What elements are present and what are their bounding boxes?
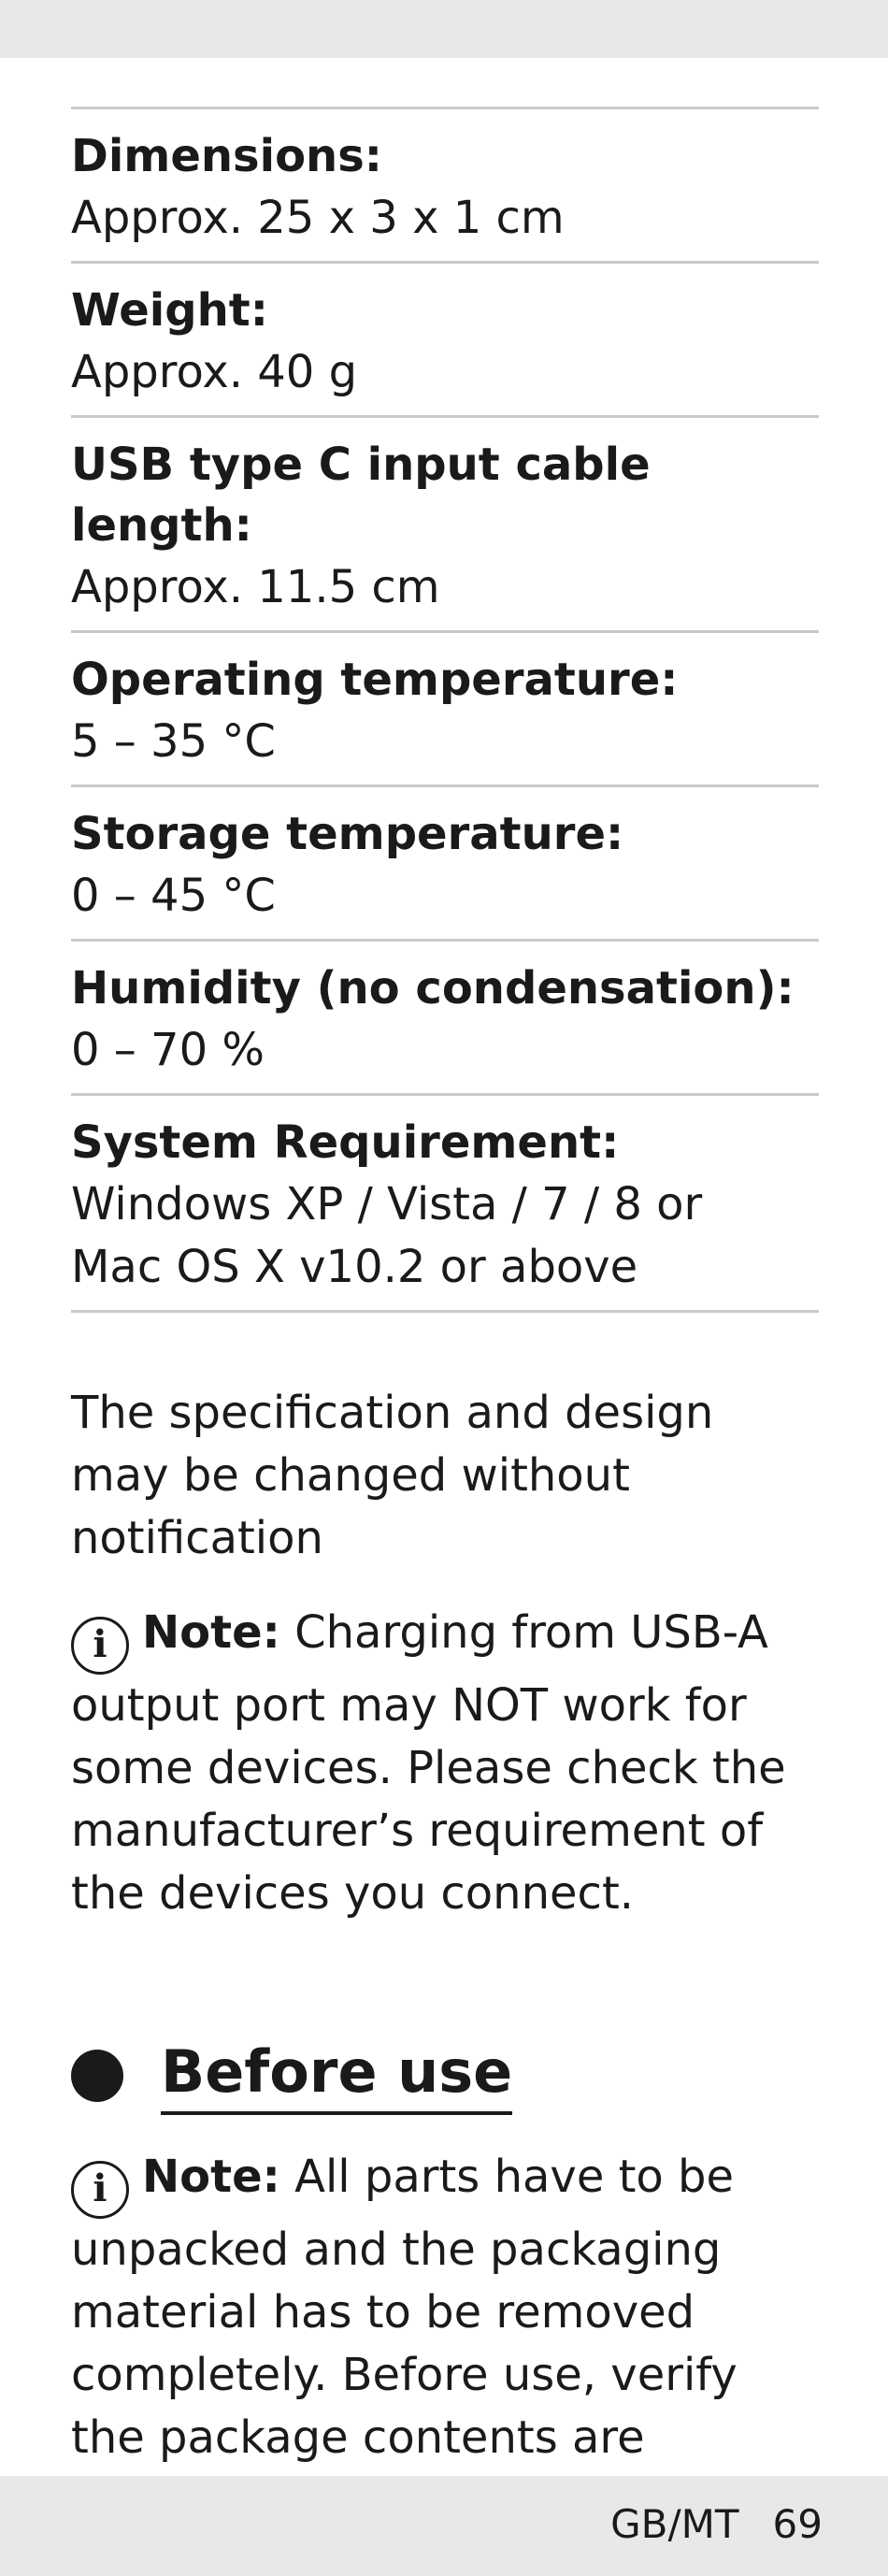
spec-label: Operating temperature: [71, 654, 679, 706]
page-number: 69 [772, 2501, 823, 2547]
disclaimer-text: The specification and design may be changed without notification [71, 1387, 714, 1564]
spec-row-dimensions [71, 109, 819, 264]
spec-value [71, 556, 819, 619]
spec-label: Humidity (no condensation): [71, 962, 795, 1015]
note-label: Note: [142, 2151, 280, 2203]
section-title: Before use [161, 2036, 512, 2115]
note-label: Note: [142, 1606, 280, 1659]
spec-value-line: 5 – 35 °C [71, 715, 276, 768]
footer-region: GB/MT [610, 2501, 739, 2547]
spec-value [71, 865, 819, 928]
spec-row-humidity [71, 942, 819, 1096]
spec-row-storage-temperature [71, 787, 819, 942]
spec-label: Storage temperature: [71, 808, 624, 860]
spec-value [71, 711, 819, 773]
spec-label: USB type C input cable length: [71, 439, 651, 552]
note-paragraph [71, 1602, 819, 1925]
page-footer [610, 2497, 823, 2553]
top-margin-band [0, 0, 888, 58]
spec-value-line: Approx. 25 x 3 x 1 cm [71, 192, 565, 244]
spec-value [71, 1173, 819, 1299]
spec-row-operating-temperature [71, 633, 819, 787]
spec-row-cable-length [71, 418, 819, 633]
spec-value-line: 0 – 45 °C [71, 870, 276, 922]
page-content [71, 107, 819, 2532]
note-text: All parts have to be unpacked and the packaging material has to be removed completely. Before use, verify the package contents are [71, 2151, 738, 2464]
spec-value-line: 0 – 70 % [71, 1024, 265, 1076]
note-text: Charging from USB-A output port may NOT work for some devices. Please check the manufacturer’s requirement of the devices you connect. [71, 1606, 786, 1920]
spec-row-weight [71, 264, 819, 418]
spec-value [71, 341, 819, 404]
spec-value-line: Windows XP / Vista / 7 / 8 or [71, 1178, 703, 1230]
section-heading [71, 2034, 819, 2118]
bullet-icon [71, 2050, 123, 2102]
info-icon: i [71, 1617, 129, 1675]
note-paragraph [71, 2146, 819, 2532]
spec-value [71, 187, 819, 250]
spec-value-line: Approx. 40 g [71, 346, 358, 398]
info-icon: i [71, 2161, 129, 2219]
specification-table [71, 107, 819, 1313]
spec-label: Dimensions: [71, 130, 382, 182]
spec-label: Weight: [71, 284, 268, 337]
spec-value [71, 1019, 819, 1082]
spec-label: System Requirement: [71, 1116, 620, 1169]
spec-value-line: Mac OS X v10.2 or above [71, 1241, 638, 1293]
spec-row-system-requirement [71, 1096, 819, 1313]
spec-value-line: Approx. 11.5 cm [71, 561, 440, 613]
